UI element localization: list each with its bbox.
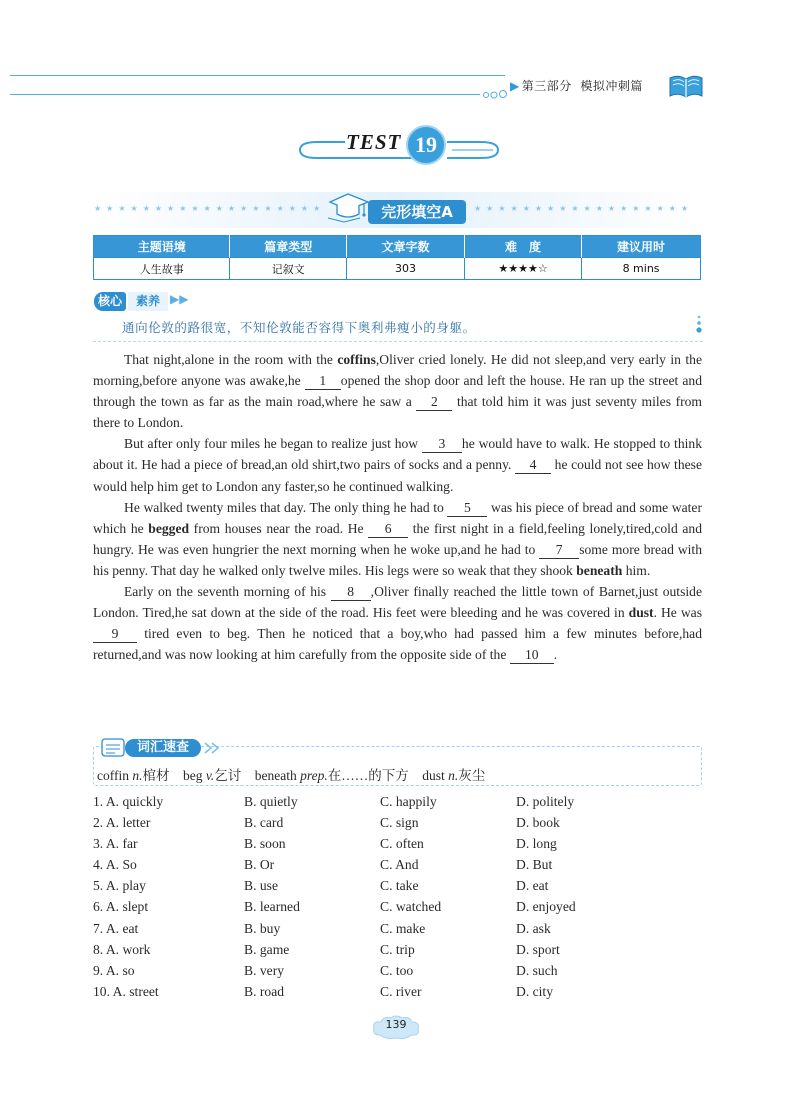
- passage-paragraph-1: [93, 349, 702, 433]
- question-options-7: [93, 918, 693, 939]
- blank-9[interactable]: 9: [93, 626, 137, 643]
- test-label: TEST: [346, 130, 402, 154]
- option-d[interactable]: D. enjoyed: [516, 899, 576, 915]
- question-options-8: [93, 939, 693, 960]
- option-d[interactable]: D. sport: [516, 941, 560, 957]
- option-b[interactable]: B. road: [244, 983, 285, 999]
- vocab-list: [97, 764, 485, 784]
- info-value-genre: 记叙文: [230, 258, 347, 280]
- passage-text: he could not see how these would help him get to London any faster,so he continued walking.: [93, 457, 702, 494]
- passage-paragraph-3: [93, 497, 702, 581]
- core-badge-2: 素养: [128, 292, 168, 311]
- passage-text: ,Oliver cried lonely. He did not sleep,and very early in the morning,before anyone was awake,he: [93, 352, 702, 389]
- option-d[interactable]: D. long: [516, 836, 557, 852]
- vocab-item: [422, 768, 485, 783]
- vocab-item: [183, 768, 241, 783]
- header-section-label: [510, 77, 643, 94]
- bold-keyword: beneath: [576, 562, 623, 578]
- option-d[interactable]: D. book: [516, 815, 560, 831]
- option-d[interactable]: D. But: [516, 857, 553, 873]
- book-icon: [668, 72, 704, 100]
- blank-1[interactable]: 1: [305, 373, 341, 390]
- page-number: 139: [385, 1018, 407, 1031]
- double-chevron-icon: ▶▶: [170, 292, 189, 306]
- passage-paragraph-4: [93, 581, 702, 665]
- blank-10[interactable]: 10: [510, 647, 554, 664]
- passage-text: But after only four miles he began to realize just how: [124, 436, 422, 452]
- decorative-dots-icon: [694, 314, 704, 336]
- option-c[interactable]: C. And: [380, 857, 419, 873]
- question-options-5: [93, 875, 693, 896]
- option-b[interactable]: B. buy: [244, 920, 281, 936]
- header-rule-bottom: [10, 94, 480, 95]
- passage-paragraph-2: [93, 433, 702, 496]
- option-a[interactable]: 3. A. far: [93, 836, 138, 852]
- question-options-2: [93, 812, 693, 833]
- option-c[interactable]: C. too: [380, 962, 414, 978]
- header-subsection: 模拟冲刺篇: [580, 79, 643, 93]
- option-c[interactable]: C. river: [380, 983, 422, 999]
- info-table-header-row: [94, 236, 701, 258]
- blank-4[interactable]: 4: [515, 457, 551, 474]
- option-c[interactable]: C. take: [380, 878, 419, 894]
- passage-text: .: [553, 647, 558, 663]
- bold-keyword: coffins: [337, 352, 376, 367]
- option-d[interactable]: D. ask: [516, 920, 551, 936]
- vocab-item: [97, 768, 170, 783]
- vocab-meaning: 在……的下方: [327, 768, 409, 783]
- option-a[interactable]: 5. A. play: [93, 878, 146, 894]
- question-options-3: [93, 833, 693, 854]
- vocab-pos: v.: [205, 768, 215, 783]
- option-b[interactable]: B. card: [244, 815, 284, 831]
- option-b[interactable]: B. very: [244, 962, 285, 978]
- section-title: 完形填空A: [368, 200, 466, 224]
- core-badge-1: 核心: [94, 292, 126, 311]
- passage-text: tired even to beg. Then he noticed that a boy,who had passed him a few minutes before,had returned,and was now looking at him carefully from the opposite side of the: [93, 626, 702, 663]
- vocab-item: [255, 768, 409, 783]
- info-value-theme: 人生故事: [94, 258, 230, 280]
- question-options-6: [93, 896, 693, 917]
- option-c[interactable]: C. happily: [380, 794, 437, 809]
- info-table-value-row: [94, 258, 701, 280]
- blank-5[interactable]: 5: [447, 500, 487, 517]
- graduation-cap-icon: [326, 190, 372, 224]
- passage-text: he would have to walk. He stopped to think about it. He had a piece of bread,an old shirt,two pairs of socks and a penny.: [93, 436, 702, 473]
- option-b[interactable]: B. Or: [244, 857, 275, 873]
- vocab-word: beneath: [254, 768, 297, 783]
- passage-text: was his piece of bread and some water which he: [93, 499, 702, 536]
- bold-keyword: dust: [628, 605, 654, 621]
- vocab-pos: prep.: [300, 768, 328, 783]
- option-b[interactable]: B. game: [244, 941, 290, 957]
- vocab-meaning: 棺材: [142, 768, 170, 783]
- blank-3[interactable]: 3: [422, 436, 462, 453]
- passage-text: him.: [622, 562, 651, 578]
- core-literacy-text: 通向伦敦的路很宽，不知伦敦能否容得下奥利弗瘦小的身躯。: [122, 320, 476, 335]
- info-header-theme: 主题语境: [94, 236, 230, 258]
- option-a[interactable]: 2. A. letter: [93, 815, 151, 831]
- option-a[interactable]: 9. A. so: [93, 962, 135, 978]
- option-c[interactable]: C. often: [380, 836, 424, 852]
- blank-6[interactable]: 6: [368, 521, 408, 538]
- option-a[interactable]: 8. A. work: [93, 941, 151, 957]
- passage-text: opened the shop door and left the house. He ran up the street and through the town as far as the main road,where he saw a: [93, 373, 702, 410]
- option-c[interactable]: C. watched: [380, 899, 442, 915]
- passage-text: Early on the seventh morning of his: [124, 584, 331, 600]
- option-d[interactable]: D. politely: [516, 794, 575, 809]
- option-c[interactable]: C. sign: [380, 815, 419, 831]
- option-b[interactable]: B. use: [244, 878, 278, 894]
- option-a[interactable]: 6. A. slept: [93, 899, 149, 915]
- info-value-time: 8 mins: [582, 258, 701, 280]
- option-d[interactable]: D. city: [516, 983, 553, 999]
- passage-text: the first night in a field,feeling lonely,tired,cold and hungry. He was even hungrier the next morning when he woke up,and he had to: [93, 520, 702, 557]
- info-header-time: 建议用时: [582, 236, 701, 258]
- option-a[interactable]: 10. A. street: [93, 983, 159, 999]
- vocab-meaning: 乞讨: [214, 768, 242, 783]
- question-options-4: [93, 854, 693, 875]
- option-c[interactable]: C. make: [380, 920, 426, 936]
- option-d[interactable]: D. eat: [516, 878, 549, 894]
- info-header-difficulty: 难 度: [464, 236, 581, 258]
- vocab-meaning: 灰尘: [458, 768, 486, 783]
- vocab-badge-label: 词汇速查: [136, 740, 189, 755]
- option-b[interactable]: B. soon: [244, 836, 286, 852]
- option-b[interactable]: B. quietly: [244, 794, 298, 809]
- passage-text: that told him it was just seventy miles from there to London.: [93, 394, 703, 431]
- vocab-pos: n.: [448, 768, 459, 783]
- option-b[interactable]: B. learned: [244, 899, 300, 915]
- question-options-10: [93, 981, 693, 1002]
- passage-text: That night,alone in the room with the: [124, 352, 338, 367]
- passage-text: from houses near the road. He: [189, 520, 369, 536]
- header-section: 第三部分: [521, 79, 572, 93]
- star-divider-right: ★★★★★★★★★★★★★★★★★★: [474, 204, 694, 213]
- header-rule-top: [10, 75, 505, 76]
- blank-8[interactable]: 8: [331, 584, 371, 601]
- option-a[interactable]: 7. A. eat: [93, 920, 139, 936]
- option-a[interactable]: 4. A. So: [93, 857, 137, 873]
- options-list: [93, 791, 693, 1002]
- question-options-9: [93, 960, 693, 981]
- info-header-genre: 篇章类型: [230, 236, 347, 258]
- passage-text: some more bread with his penny. That day he walked only twelve miles. His legs were so weak that they shook: [93, 541, 702, 578]
- info-value-wordcount: 303: [347, 258, 465, 280]
- bold-keyword: begged: [148, 520, 190, 536]
- test-number-badge: 19: [406, 125, 446, 165]
- passage-text: ,Oliver finally reached the little town of Barnet,just outside London. Tired,he sat down at the side of the road. His feet were bleeding and he was covered in: [93, 584, 702, 621]
- vocab-word: coffin: [97, 768, 129, 783]
- blank-2[interactable]: 2: [416, 394, 452, 411]
- passage: [93, 349, 702, 665]
- info-header-wordcount: 文章字数: [347, 236, 465, 258]
- info-value-difficulty: ★★★★☆: [464, 258, 581, 280]
- star-divider-left: ★★★★★★★★★★★★★★★★★★★: [94, 204, 326, 213]
- question-options-1: [93, 791, 693, 812]
- vocab-word: beg: [183, 768, 203, 783]
- vocab-word: dust: [422, 768, 445, 783]
- info-table: [93, 235, 701, 280]
- blank-7[interactable]: 7: [539, 542, 579, 559]
- header-arrow-icon: ▶: [510, 79, 520, 93]
- vocab-pos: n.: [132, 768, 143, 783]
- option-a[interactable]: 1. A. quickly: [93, 794, 164, 809]
- option-d[interactable]: D. such: [516, 962, 558, 978]
- passage-text: . He was: [653, 605, 702, 621]
- passage-text: He walked twenty miles that day. The only thing he had to: [124, 499, 448, 515]
- option-c[interactable]: C. trip: [380, 941, 415, 957]
